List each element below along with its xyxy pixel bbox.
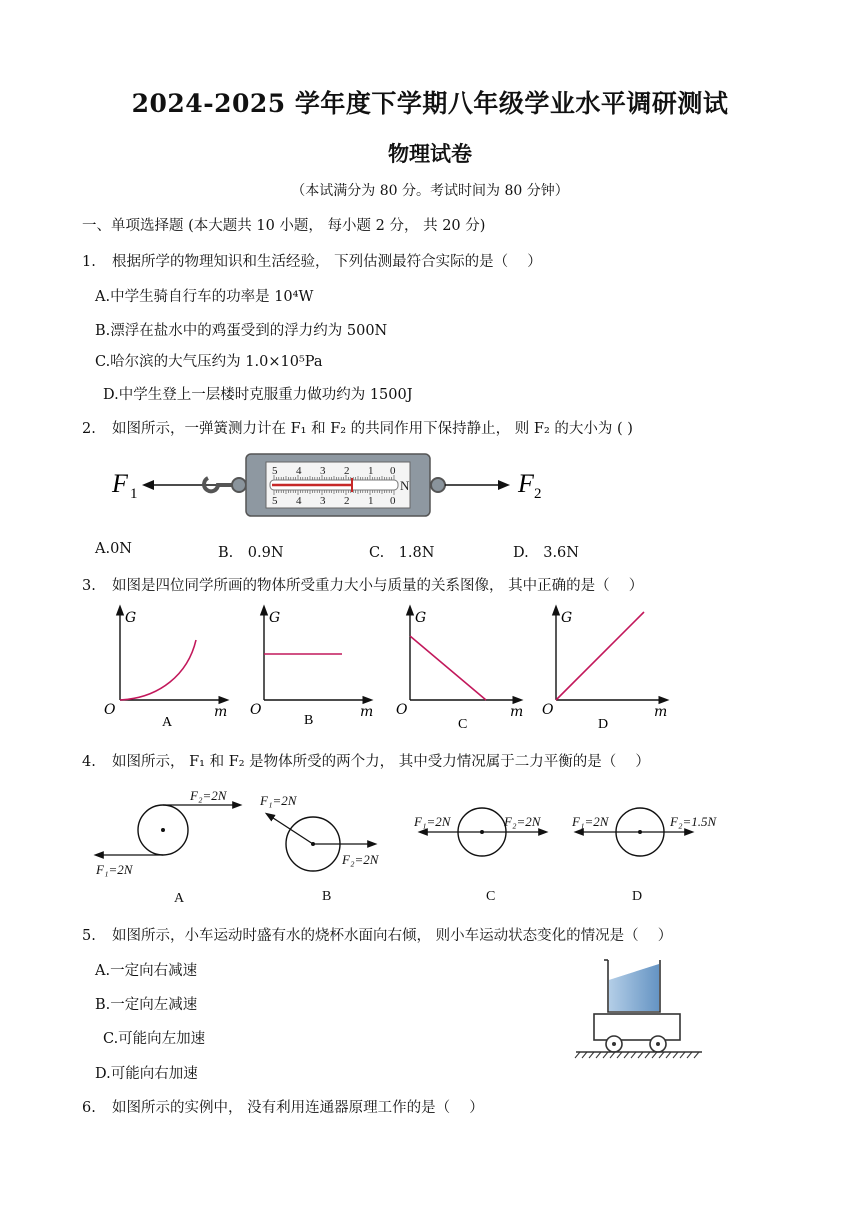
- y-axis-label: G: [269, 610, 281, 626]
- question-stem: 如图所示，一弹簧测力计在 F₁ 和 F₂ 的共同作用下保持静止， 则 F₂ 的大小为 ( ): [112, 421, 633, 437]
- figure-label-a: A: [174, 891, 185, 906]
- hatch-line: [659, 1052, 664, 1058]
- scale-label-4: 4: [296, 465, 302, 477]
- graph-d: [536, 604, 670, 730]
- scale-label-5-bottom: 5: [272, 495, 278, 507]
- figure-label-b: B: [322, 889, 332, 904]
- hatch-line: [603, 1052, 608, 1058]
- question-number: 4.: [82, 754, 96, 770]
- graph-label: C: [458, 717, 468, 730]
- hatch-line: [610, 1052, 615, 1058]
- hatch-line: [589, 1052, 594, 1058]
- left-ring: [232, 478, 246, 492]
- graph-label: D: [598, 717, 609, 730]
- q1-option-d: D.中学生登上一层楼时克服重力做功约为 1500J: [103, 387, 413, 403]
- scale-label-4-bottom: 4: [296, 495, 302, 507]
- q5-option-c: C.可能向左加速: [103, 1031, 206, 1047]
- graph-a: [100, 604, 230, 730]
- right-ring: [431, 478, 445, 492]
- hatch-line: [631, 1052, 636, 1058]
- force-label-f1-a: F₁=2N: [96, 862, 133, 877]
- hatch-line: [680, 1052, 685, 1058]
- force-label-f2-d: F₂=1.5N: [670, 814, 717, 829]
- question-stem: 如图是四位同学所画的物体所受重力大小与质量的关系图像， 其中正确的是（ ）: [112, 578, 644, 594]
- force-label-f1-c: F₁=2N: [414, 814, 451, 829]
- hatch-line: [624, 1052, 629, 1058]
- hatch-line: [673, 1052, 678, 1058]
- question-1: [82, 250, 542, 271]
- unit-label: N: [400, 478, 410, 493]
- q1-option-b: B.漂浮在盐水中的鸡蛋受到的浮力约为 500N: [95, 323, 388, 339]
- y-axis-label: G: [561, 610, 573, 626]
- hatch-line: [575, 1052, 580, 1058]
- ground-hatch: [575, 1052, 699, 1058]
- x-axis-label: m: [214, 704, 228, 720]
- exam-note: （本试满分为 80 分。考试时间为 80 分钟）: [291, 183, 569, 199]
- question-5: [82, 924, 672, 945]
- x-axis-label: m: [360, 704, 374, 720]
- q5-option-a: A.一定向右减速: [95, 963, 198, 979]
- question-stem: 如图所示， F₁ 和 F₂ 是物体所受的两个力， 其中受力情况属于二力平衡的是（ ）: [112, 754, 650, 770]
- hatch-line: [645, 1052, 650, 1058]
- page-subtitle: 物理试卷: [388, 141, 472, 166]
- question-2: [82, 417, 633, 438]
- graph-b: [244, 604, 374, 730]
- x-axis-label: m: [510, 704, 524, 720]
- graph-line: [410, 636, 486, 700]
- hatch-line: [596, 1052, 601, 1058]
- question-stem: 根据所学的物理知识和生活经验， 下列估测最符合实际的是（ ）: [112, 254, 542, 270]
- question-number: 2.: [82, 421, 96, 437]
- force-label-f2-a: F₂=2N: [190, 788, 227, 803]
- scale-label-1: 1: [368, 465, 374, 477]
- section-heading: 一、单项选择题 (本大题共 10 小题， 每小题 2 分， 共 20 分): [82, 218, 486, 234]
- graph-label: A: [162, 715, 173, 730]
- origin-label: O: [250, 702, 262, 718]
- spring-scale-figure: [100, 448, 560, 524]
- scale-label-0: 0: [390, 465, 396, 477]
- force-label-f1-d: F₁=2N: [572, 814, 609, 829]
- scale-label-0-bottom: 0: [390, 495, 396, 507]
- scale-label-3: 3: [320, 465, 326, 477]
- cart-figure: [572, 952, 706, 1062]
- cart-body: [594, 1014, 680, 1040]
- f2-subscript: 2: [534, 486, 542, 502]
- question-number: 6.: [82, 1100, 96, 1116]
- hatch-line: [694, 1052, 699, 1058]
- hatch-line: [666, 1052, 671, 1058]
- scale-label-5: 5: [272, 465, 278, 477]
- figure-label-c: C: [486, 889, 496, 904]
- x-axis-label: m: [654, 704, 668, 720]
- origin-label: O: [542, 702, 554, 718]
- q5-option-d: D.可能向右加速: [95, 1066, 198, 1082]
- hatch-line: [652, 1052, 657, 1058]
- force-figures: [90, 780, 750, 908]
- origin-label: O: [104, 702, 116, 718]
- page-title: 2024-2025 学年度下学期八年级学业水平调研测试: [131, 89, 729, 118]
- scale-label-2-bottom: 2: [344, 495, 350, 507]
- hatch-line: [638, 1052, 643, 1058]
- q1-option-a: A.中学生骑自行车的功率是 10⁴W: [95, 289, 314, 305]
- q5-option-b: B.一定向左减速: [95, 997, 198, 1013]
- hatch-line: [617, 1052, 622, 1058]
- question-number: 5.: [82, 928, 96, 944]
- question-stem: 如图所示的实例中， 没有利用连通器原理工作的是（ ）: [112, 1100, 484, 1116]
- scale-label-3-bottom: 3: [320, 495, 326, 507]
- q2-option-c: C. 1.8N: [369, 545, 435, 561]
- f1-label: F: [112, 469, 128, 498]
- force-label-f1-b: F₁=2N: [260, 793, 297, 808]
- q2-option-b: B. 0.9N: [218, 545, 284, 561]
- y-axis-label: G: [125, 610, 137, 626]
- question-stem: 如图所示，小车运动时盛有水的烧杯水面向右倾， 则小车运动状态变化的情况是（ ）: [112, 928, 673, 944]
- scale-label-1-bottom: 1: [368, 495, 374, 507]
- hatch-line: [687, 1052, 692, 1058]
- force-label-f2-b: F₂=2N: [342, 852, 379, 867]
- y-axis-label: G: [415, 610, 427, 626]
- graph-curve: [120, 640, 196, 700]
- f2-label: F: [518, 469, 534, 498]
- q1-option-c: C.哈尔滨的大气压约为 1.0×10⁵Pa: [95, 354, 323, 370]
- question-4: [82, 750, 650, 771]
- f2-arrowhead: [498, 480, 510, 490]
- origin-label: O: [396, 702, 408, 718]
- force-label-f2-c: F₂=2N: [504, 814, 541, 829]
- graph-label: B: [304, 713, 314, 728]
- scale-label-2: 2: [344, 465, 350, 477]
- figure-label-d: D: [632, 889, 643, 904]
- f1-subscript: 1: [130, 486, 138, 502]
- graph-c: [390, 604, 524, 730]
- hatch-line: [582, 1052, 587, 1058]
- q2-option-a: A.0N: [95, 541, 132, 557]
- f1-arrowhead: [142, 480, 154, 490]
- question-3: [82, 574, 643, 595]
- question-number: 3.: [82, 578, 96, 594]
- question-6: [82, 1096, 484, 1117]
- question-number: 1.: [82, 254, 96, 270]
- q2-option-d: D. 3.6N: [513, 545, 579, 561]
